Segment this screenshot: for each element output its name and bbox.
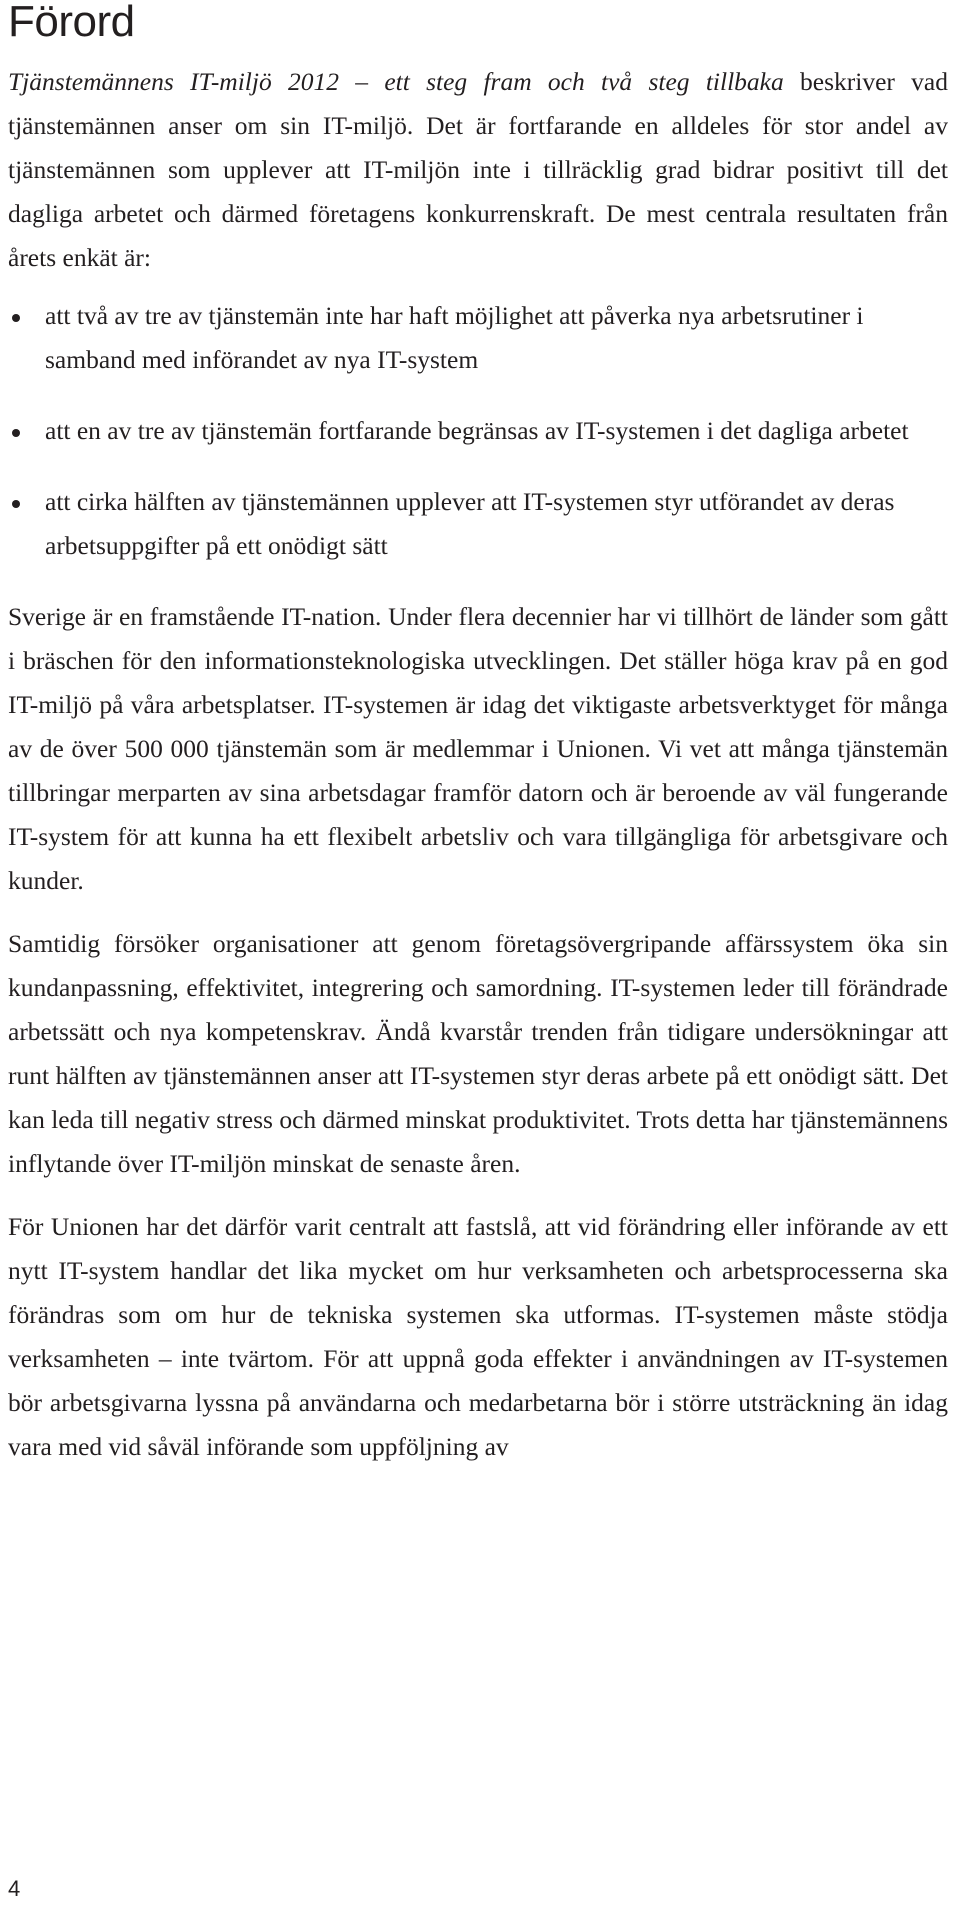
intro-text: beskriver vad tjänstemännen anser om sin IT-miljö. Det är fortfarande en alldeles för stor andel av tjänstemännen som upplever att IT-miljön inte i tillräcklig grad bidrar positivt till det dagliga arbetet och därmed företagens konkurrenskraft. De mest centrala resultaten från årets enkät är: bbox=[8, 67, 948, 272]
list-item-text: att en av tre av tjänstemän fortfarande begränsas av IT-systemen i det dagliga arbetet bbox=[45, 416, 909, 445]
paragraph: Sverige är en framstående IT-nation. Under flera decennier har vi tillhört de länder som gått i bräschen för den informationsteknologiska utvecklingen. Det ställer höga krav på en god IT-miljö på våra arbetsplatser. IT-systemen är idag det viktigaste arbetsverktyget för många av de över 500 000 tjänstemän som är medlemmar i Unionen. Vi vet att många tjänstemän tillbringar merparten av sina arbetsdagar framför datorn och är beroende av väl fungerande IT-system för att kunna ha ett flexibelt arbetsliv och vara tillgängliga för arbetsgivare och kunder. bbox=[8, 602, 948, 895]
list-item bbox=[8, 409, 948, 453]
bullet-icon bbox=[12, 500, 20, 508]
list-item bbox=[8, 294, 948, 382]
intro-paragraph bbox=[8, 60, 948, 280]
results-list bbox=[8, 294, 948, 568]
page-number: 4 bbox=[8, 1876, 21, 1901]
list-item bbox=[8, 480, 948, 568]
body-text bbox=[8, 60, 948, 1488]
paragraph: För Unionen har det därför varit centralt att fastslå, att vid förändring eller införande av ett nytt IT-system handlar det lika mycket om hur verksamheten och arbetsprocesserna ska förändras som om hur de tekniska systemen ska utformas. IT-systemen måste stödja verksamheten – inte tvärtom. För att uppnå goda effekter i användningen av IT-systemen bör arbetsgivarna lyssna på användarna och medarbetarna bör i större utsträckning än idag vara med vid såväl införande som uppföljning av bbox=[8, 1212, 948, 1461]
paragraph: Samtidig försöker organisationer att genom företagsövergripande affärssystem öka sin kundanpassning, effektivitet, integrering och samordning. IT-systemen leder till förändrade arbetssätt och nya kompetenskrav. Ändå kvarstår trenden från tidigare undersökningar att runt hälften av tjänstemännen anser att IT-systemen styr deras arbete på ett onödigt sätt. Det kan leda till negativ stress och därmed minskat produktivitet. Trots detta har tjänstemännens inflytande över IT-miljön minskat de senaste åren. bbox=[8, 929, 948, 1178]
page-title: Förord bbox=[8, 0, 135, 46]
bullet-icon bbox=[12, 314, 20, 322]
report-title-italic: Tjänstemännens IT-miljö 2012 – ett steg fram och två steg tillbaka bbox=[8, 67, 784, 96]
list-item-text: att två av tre av tjänstemän inte har haft möjlighet att påverka nya arbetsrutiner i samband med införandet av nya IT-system bbox=[45, 301, 864, 374]
list-item-text: att cirka hälften av tjänstemännen upplever att IT-systemen styr utförandet av deras arbetsuppgifter på ett onödigt sätt bbox=[45, 487, 895, 560]
bullet-icon bbox=[12, 429, 20, 437]
